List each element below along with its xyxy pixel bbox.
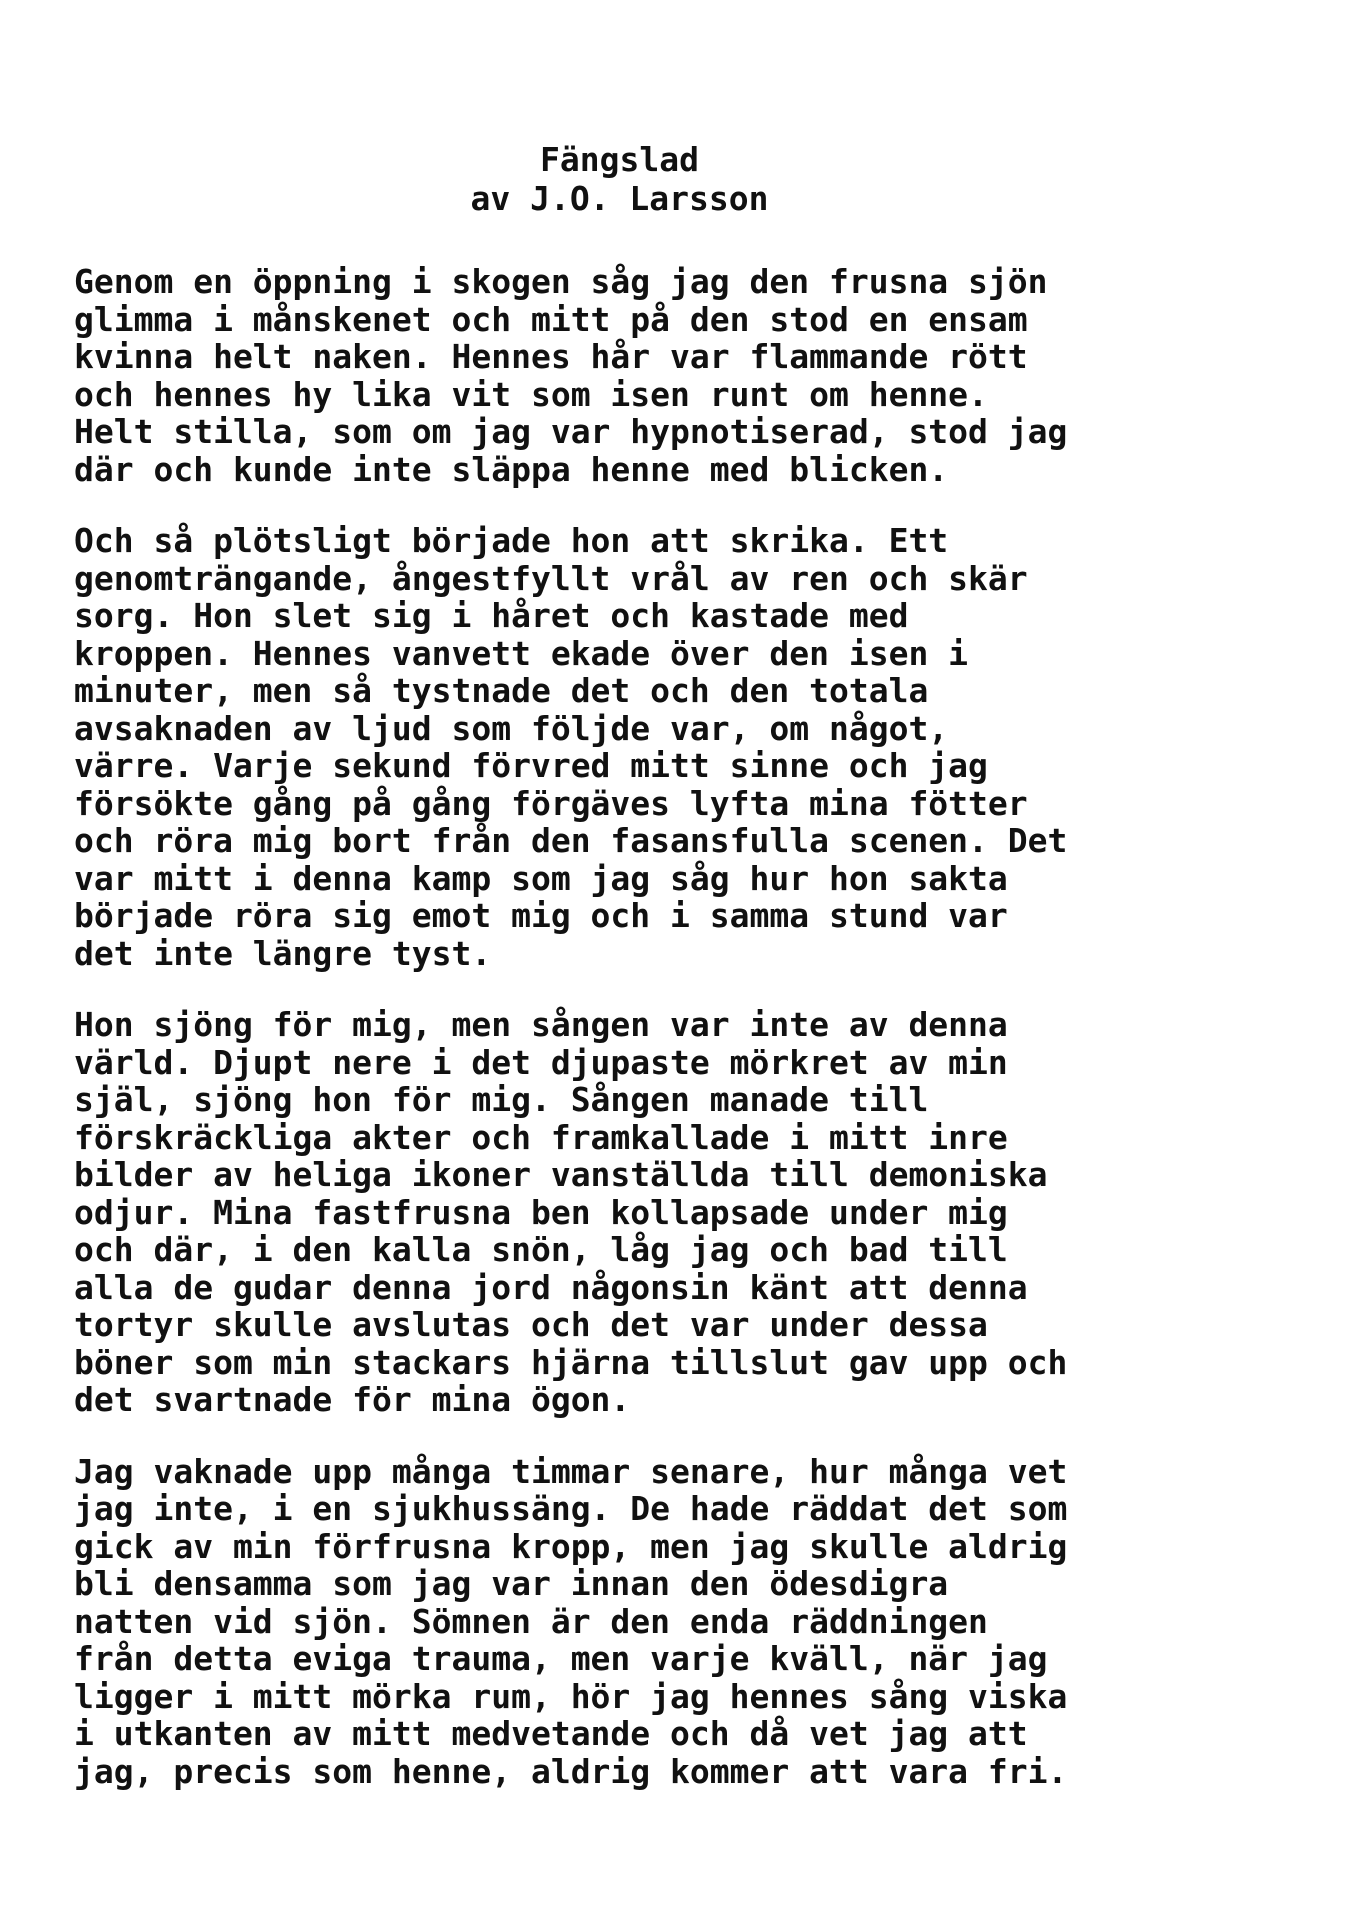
- paragraph: [74, 522, 1314, 972]
- text-line: det svartnade för mina ögon.: [74, 1380, 631, 1419]
- text-line: var mitt i denna kamp som jag såg hur hon sakta: [74, 858, 1008, 898]
- text-line: Helt stilla, som om jag var hypnotiserad, stod jag: [74, 412, 1068, 451]
- text-line: glimma i månskenet och mitt på den stod en ensam: [74, 299, 1028, 339]
- text-line: i utkanten av mitt medvetande och då vet jag att: [74, 1714, 1028, 1753]
- text-line: försökte gång på gång förgäves lyfta mina fötter: [74, 783, 1028, 823]
- text-line: från detta eviga trauma, men varje kväll, när jag: [74, 1639, 1048, 1678]
- text-line: värre. Varje sekund förvred mitt sinne och jag: [74, 746, 988, 785]
- text-line: avsaknaden av ljud som följde var, om något,: [74, 708, 949, 748]
- text-line: bli densamma som jag var innan den ödesdigra: [74, 1564, 949, 1603]
- text-line: kroppen. Hennes vanvett ekade över den isen i: [74, 633, 969, 673]
- text-line: minuter, men så tystnade det och den totala: [74, 671, 929, 710]
- author-line: av J.O. Larsson: [470, 179, 769, 218]
- paragraph: [74, 1453, 1314, 1791]
- text-line: sorg. Hon slet sig i håret och kastade med: [74, 596, 909, 635]
- text-line: jag inte, i en sjukhussäng. De hade räddat det som: [74, 1489, 1068, 1528]
- text-line: Hon sjöng för mig, men sången var inte av denna: [74, 1005, 1008, 1044]
- text-line: där och kunde inte släppa henne med blicken.: [74, 449, 949, 489]
- text-line: bilder av heliga ikoner vanställda till demoniska: [74, 1155, 1048, 1194]
- text-line: Genom en öppning i skogen såg jag den frusna sjön: [74, 262, 1048, 301]
- text-line: alla de gudar denna jord någonsin känt att denna: [74, 1267, 1028, 1307]
- text-line: kvinna helt naken. Hennes hår var flammande rött: [74, 337, 1028, 376]
- text-line: och där, i den kalla snön, låg jag och bad till: [74, 1230, 1008, 1269]
- text-line: jag, precis som henne, aldrig kommer att vara fri.: [74, 1751, 1068, 1791]
- text-line: ligger i mitt mörka rum, hör jag hennes sång viska: [74, 1676, 1068, 1716]
- text-line: tortyr skulle avslutas och det var under dessa: [74, 1305, 988, 1344]
- text-line: natten vid sjön. Sömnen är den enda räddningen: [74, 1601, 988, 1641]
- text-line: det inte längre tyst.: [74, 933, 492, 973]
- text-line: genomträngande, ångestfyllt vrål av ren och skär: [74, 558, 1028, 598]
- text-line: odjur. Mina fastfrusna ben kollapsade under mig: [74, 1192, 1008, 1232]
- paragraph: [74, 263, 1314, 488]
- text-line: själ, sjöng hon för mig. Sången manade till: [74, 1080, 929, 1119]
- title-block: [0, 140, 1357, 218]
- text-line: förskräckliga akter och framkallade i mitt inre: [74, 1117, 1008, 1157]
- text-line: böner som min stackars hjärna tillslut gav upp och: [74, 1342, 1068, 1382]
- text-line: gick av min förfrusna kropp, men jag skulle aldrig: [74, 1526, 1068, 1566]
- text-line: började röra sig emot mig och i samma stund var: [74, 896, 1008, 935]
- text-line: värld. Djupt nere i det djupaste mörkret av min: [74, 1042, 1008, 1082]
- text-line: och röra mig bort från den fasansfulla scenen. Det: [74, 821, 1068, 860]
- paragraph: [74, 1006, 1314, 1419]
- text-line: och hennes hy lika vit som isen runt om henne.: [74, 374, 988, 414]
- story-body: [74, 263, 1314, 1824]
- text-line: Jag vaknade upp många timmar senare, hur många vet: [74, 1451, 1068, 1491]
- text-line: Och så plötsligt började hon att skrika. Ett: [74, 521, 949, 560]
- page-title: Fängslad: [540, 140, 699, 179]
